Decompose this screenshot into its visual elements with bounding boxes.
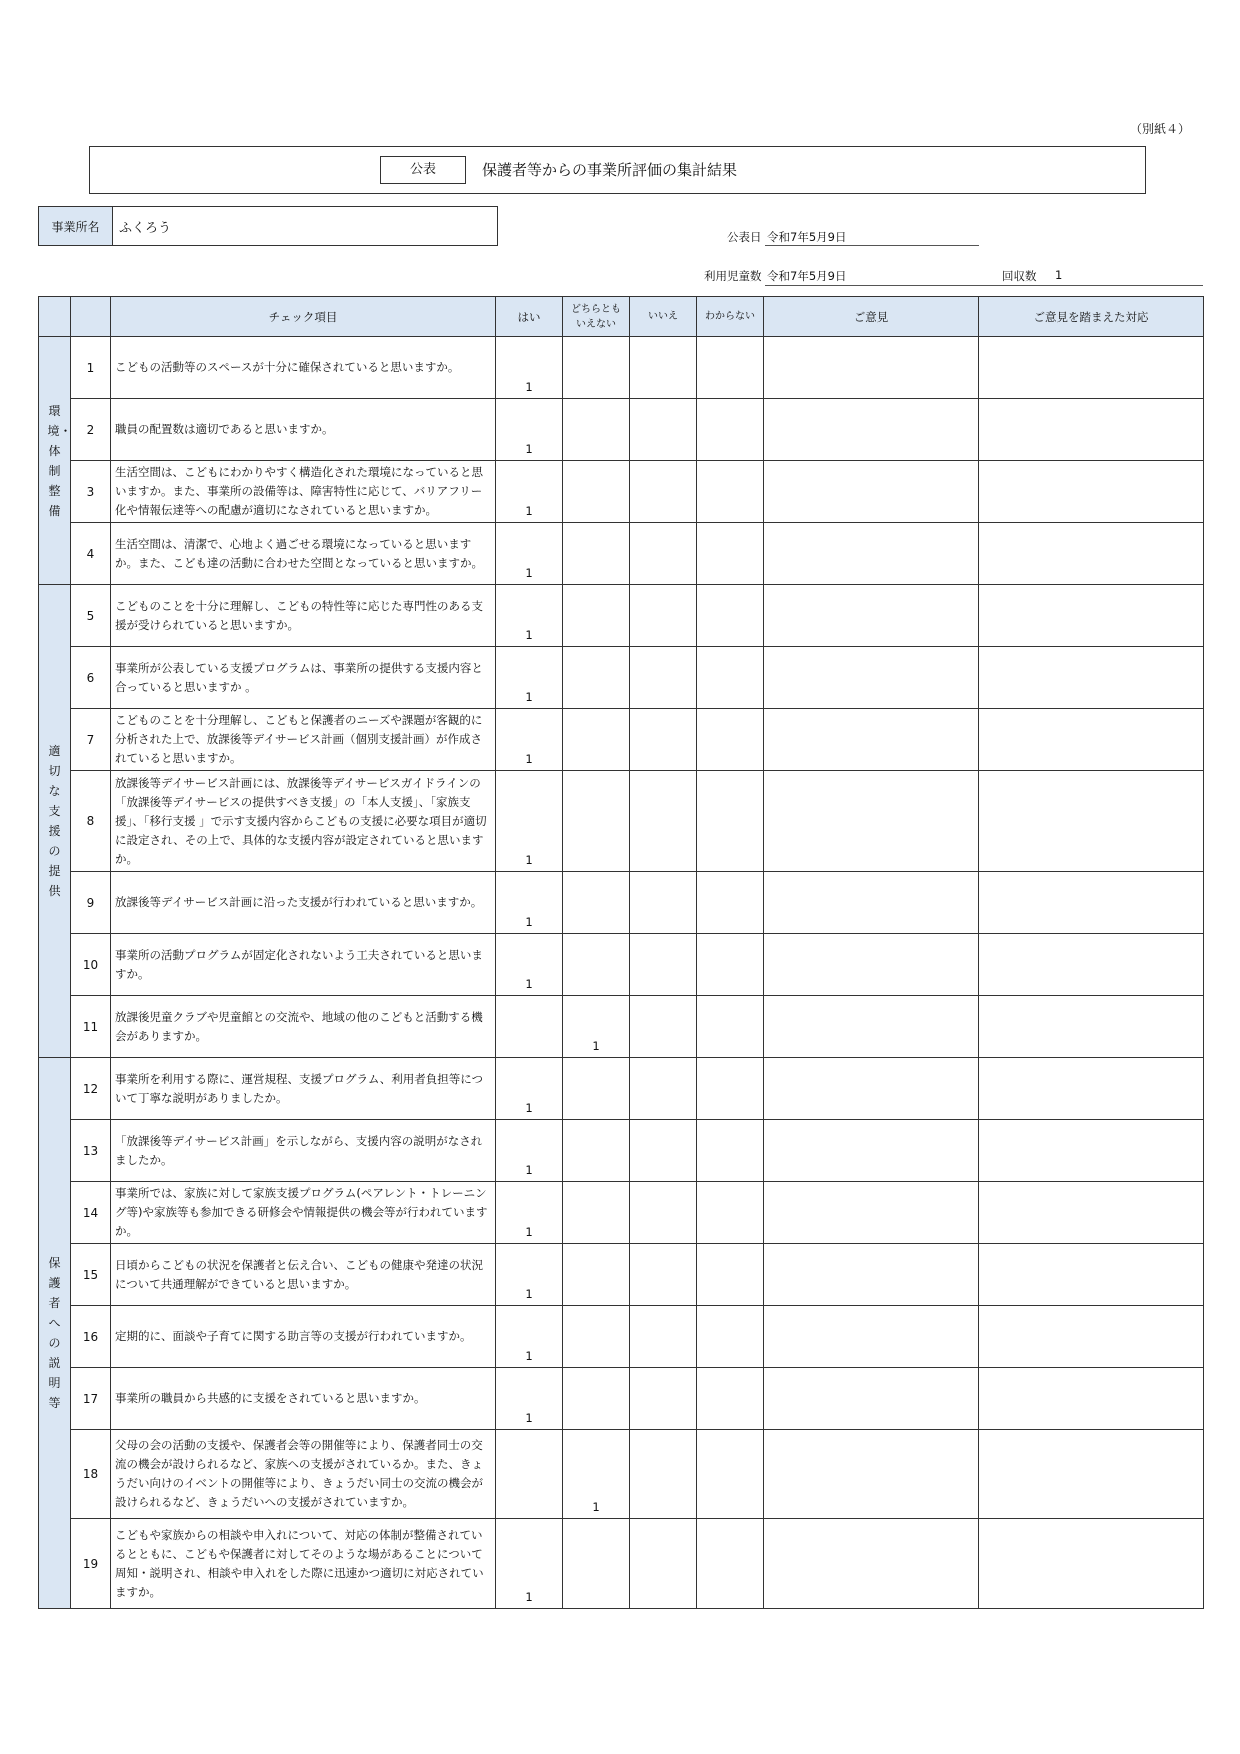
answer-neither — [563, 1519, 630, 1609]
item-number: 2 — [71, 399, 111, 461]
item-question: 放課後等デイサービス計画に沿った支援が行われていると思いますか。 — [111, 872, 496, 934]
answer-yes — [496, 996, 563, 1058]
item-question: 生活空間は、清潔で、心地よく過ごせる環境になっていると思いますか。また、こども達の活動に合わせた空間となっていると思いますか。 — [111, 523, 496, 585]
evaluation-table — [38, 296, 1204, 1609]
answer-unknown — [697, 709, 764, 771]
answer-neither — [563, 1120, 630, 1182]
category-cell — [39, 585, 71, 1058]
header-opinion: ご意見 — [764, 297, 979, 337]
answer-no — [630, 1244, 697, 1306]
answer-neither — [563, 1182, 630, 1244]
item-number: 18 — [71, 1430, 111, 1519]
answer-unknown — [697, 1519, 764, 1609]
answer-no — [630, 872, 697, 934]
table-row — [39, 771, 1204, 872]
answer-unknown — [697, 771, 764, 872]
item-question: こどものことを十分理解し、こどもと保護者のニーズや課題が客観的に分析された上で、放課後等デイサービス計画（個別支援計画）が作成されていると思いますか。 — [111, 709, 496, 771]
answer-neither: 1 — [563, 1430, 630, 1519]
table-row — [39, 1058, 1204, 1120]
answer-unknown — [697, 1182, 764, 1244]
answer-yes: 1 — [496, 1519, 563, 1609]
table-row — [39, 647, 1204, 709]
answer-no — [630, 337, 697, 399]
answer-unknown — [697, 585, 764, 647]
table-row — [39, 523, 1204, 585]
answer-unknown — [697, 1430, 764, 1519]
answer-neither — [563, 647, 630, 709]
header-number — [71, 297, 111, 337]
response-cell — [979, 1058, 1204, 1120]
answer-yes: 1 — [496, 461, 563, 523]
item-question: こどものことを十分に理解し、こどもの特性等に応じた専門性のある支援が受けられていると思いますか。 — [111, 585, 496, 647]
item-question: 事業所を利用する際に、運営規程、支援プログラム、利用者負担等について丁寧な説明がありましたか。 — [111, 1058, 496, 1120]
item-number: 14 — [71, 1182, 111, 1244]
answer-no — [630, 1058, 697, 1120]
answer-yes: 1 — [496, 872, 563, 934]
answer-yes: 1 — [496, 647, 563, 709]
opinion-cell — [764, 461, 979, 523]
opinion-cell — [764, 647, 979, 709]
answer-no — [630, 1182, 697, 1244]
item-question: 放課後等デイサービス計画には、放課後等デイサービスガイドラインの「放課後等デイサービスの提供すべき支援」の「本人支援」、「家族支援」、「移行支援 」で示す支援内容からこどもの支援に必要な項目が適切に設定され、その上で、具体的な支援内容が設定されていると思いますか。 — [111, 771, 496, 872]
opinion-cell — [764, 1306, 979, 1368]
answer-no — [630, 399, 697, 461]
answer-yes: 1 — [496, 934, 563, 996]
answer-unknown — [697, 399, 764, 461]
header-neither-line1: どちらとも — [571, 303, 621, 315]
answer-yes: 1 — [496, 337, 563, 399]
header-unknown: わからない — [697, 297, 764, 337]
table-row — [39, 1519, 1204, 1609]
response-cell — [979, 647, 1204, 709]
table-row — [39, 1182, 1204, 1244]
header-neither — [563, 297, 630, 337]
item-number: 10 — [71, 934, 111, 996]
collected-count-value: 1 — [1055, 268, 1063, 282]
item-number: 15 — [71, 1244, 111, 1306]
answer-neither — [563, 771, 630, 872]
opinion-cell — [764, 523, 979, 585]
header-yes: はい — [496, 297, 563, 337]
response-cell — [979, 709, 1204, 771]
user-count-value: 令和7年5月9日 — [767, 269, 847, 283]
response-cell — [979, 1306, 1204, 1368]
opinion-cell — [764, 872, 979, 934]
response-cell — [979, 771, 1204, 872]
item-question: 事業所では、家族に対して家族支援プログラム(ペアレント・トレーニング等)や家族等も参加できる研修会や情報提供の機会等が行われていますか。 — [111, 1182, 496, 1244]
answer-neither — [563, 461, 630, 523]
opinion-cell — [764, 996, 979, 1058]
response-cell — [979, 461, 1204, 523]
item-number: 4 — [71, 523, 111, 585]
header-no: いいえ — [630, 297, 697, 337]
answer-unknown — [697, 996, 764, 1058]
table-row — [39, 1368, 1204, 1430]
answer-neither — [563, 523, 630, 585]
answer-neither — [563, 1058, 630, 1120]
item-number: 7 — [71, 709, 111, 771]
publication-badge: 公表 — [380, 156, 466, 184]
opinion-cell — [764, 934, 979, 996]
opinion-cell — [764, 1182, 979, 1244]
response-cell — [979, 934, 1204, 996]
answer-neither — [563, 585, 630, 647]
item-number: 3 — [71, 461, 111, 523]
annex-label: （別紙４） — [1130, 122, 1191, 136]
answer-yes: 1 — [496, 399, 563, 461]
title-box — [89, 146, 1146, 194]
table-row — [39, 1306, 1204, 1368]
opinion-cell — [764, 399, 979, 461]
category-label: 保護者への説明等 — [48, 1256, 61, 1410]
category-cell — [39, 337, 71, 585]
header-check-item: チェック項目 — [111, 297, 496, 337]
table-row — [39, 337, 1204, 399]
item-question: 父母の会の活動の支援や、保護者会等の開催等により、保護者同士の交流の機会が設けられるなど、家族への支援がされているか。また、きょうだい向けのイベントの開催等により、きょうだい同士の交流の機会が設けられるなど、きょうだいへの支援がされていますか。 — [111, 1430, 496, 1519]
item-question: 定期的に、面談や子育てに関する助言等の支援が行われていますか。 — [111, 1306, 496, 1368]
category-label: 適切な支援の提供 — [48, 744, 61, 898]
office-name-box — [38, 206, 498, 246]
response-cell — [979, 1182, 1204, 1244]
item-number: 19 — [71, 1519, 111, 1609]
opinion-cell — [764, 1244, 979, 1306]
item-number: 1 — [71, 337, 111, 399]
answer-neither — [563, 934, 630, 996]
answer-neither — [563, 1368, 630, 1430]
answer-neither — [563, 709, 630, 771]
user-count-label: 利用児童数 — [704, 269, 762, 283]
opinion-cell — [764, 585, 979, 647]
response-cell — [979, 337, 1204, 399]
response-cell — [979, 1430, 1204, 1519]
item-number: 5 — [71, 585, 111, 647]
answer-yes: 1 — [496, 1306, 563, 1368]
answer-no — [630, 934, 697, 996]
answer-unknown — [697, 523, 764, 585]
opinion-cell — [764, 1430, 979, 1519]
answer-unknown — [697, 461, 764, 523]
office-name-value: ふくろう — [119, 220, 172, 236]
answer-neither — [563, 337, 630, 399]
item-number: 11 — [71, 996, 111, 1058]
publish-date-label: 公表日 — [727, 230, 762, 244]
response-cell — [979, 1244, 1204, 1306]
answer-yes — [496, 1430, 563, 1519]
opinion-cell — [764, 1058, 979, 1120]
answer-no — [630, 1519, 697, 1609]
response-cell — [979, 996, 1204, 1058]
answer-yes: 1 — [496, 1120, 563, 1182]
answer-neither — [563, 1244, 630, 1306]
response-cell — [979, 399, 1204, 461]
answer-no — [630, 771, 697, 872]
answer-yes: 1 — [496, 709, 563, 771]
answer-no — [630, 709, 697, 771]
answer-no — [630, 1368, 697, 1430]
answer-unknown — [697, 647, 764, 709]
table-row — [39, 1430, 1204, 1519]
response-cell — [979, 523, 1204, 585]
answer-unknown — [697, 1120, 764, 1182]
category-label: 環境・体制整備 — [47, 403, 72, 518]
response-cell — [979, 1120, 1204, 1182]
table-row — [39, 934, 1204, 996]
table-row — [39, 585, 1204, 647]
opinion-cell — [764, 709, 979, 771]
item-question: 日頃からこどもの状況を保護者と伝え合い、こどもの健康や発達の状況について共通理解ができていると思いますか。 — [111, 1244, 496, 1306]
answer-yes: 1 — [496, 771, 563, 872]
answer-yes: 1 — [496, 1244, 563, 1306]
table-row — [39, 461, 1204, 523]
opinion-cell — [764, 771, 979, 872]
answer-neither — [563, 872, 630, 934]
item-question: 職員の配置数は適切であると思いますか。 — [111, 399, 496, 461]
answer-yes: 1 — [496, 1182, 563, 1244]
answer-no — [630, 1430, 697, 1519]
answer-unknown — [697, 1368, 764, 1430]
answer-unknown — [697, 934, 764, 996]
answer-unknown — [697, 337, 764, 399]
opinion-cell — [764, 1368, 979, 1430]
table-row — [39, 709, 1204, 771]
item-question: 事業所の職員から共感的に支援をされていると思いますか。 — [111, 1368, 496, 1430]
item-question: 「放課後等デイサービス計画」を示しながら、支援内容の説明がなされましたか。 — [111, 1120, 496, 1182]
table-header-row — [39, 297, 1204, 337]
header-response: ご意見を踏まえた対応 — [979, 297, 1204, 337]
table-row — [39, 996, 1204, 1058]
collected-count-label: 回収数 — [1002, 269, 1037, 283]
item-number: 16 — [71, 1306, 111, 1368]
answer-yes: 1 — [496, 523, 563, 585]
answer-yes: 1 — [496, 585, 563, 647]
answer-yes: 1 — [496, 1058, 563, 1120]
answer-unknown — [697, 1244, 764, 1306]
answer-no — [630, 647, 697, 709]
table-row — [39, 399, 1204, 461]
response-cell — [979, 1519, 1204, 1609]
table-row — [39, 1120, 1204, 1182]
office-name-label: 事業所名 — [39, 207, 113, 245]
answer-no — [630, 585, 697, 647]
item-number: 8 — [71, 771, 111, 872]
item-question: こどもや家族からの相談や申入れについて、対応の体制が整備されているとともに、こどもや保護者に対してそのような場があることについて周知・説明され、相談や申入れをした際に迅速かつ適切に対応されていますか。 — [111, 1519, 496, 1609]
item-question: 事業所が公表している支援プログラムは、事業所の提供する支援内容と合っていると思いますか 。 — [111, 647, 496, 709]
item-number: 13 — [71, 1120, 111, 1182]
answer-no — [630, 461, 697, 523]
item-question: こどもの活動等のスペースが十分に確保されていると思いますか。 — [111, 337, 496, 399]
counts-underline — [765, 285, 1203, 286]
table-row — [39, 1244, 1204, 1306]
header-category — [39, 297, 71, 337]
item-number: 17 — [71, 1368, 111, 1430]
publish-date-value: 令和7年5月9日 — [767, 230, 847, 244]
response-cell — [979, 872, 1204, 934]
item-question: 事業所の活動プログラムが固定化されないよう工夫されていると思いますか。 — [111, 934, 496, 996]
opinion-cell — [764, 1120, 979, 1182]
opinion-cell — [764, 337, 979, 399]
answer-no — [630, 523, 697, 585]
publish-date-underline — [765, 245, 979, 246]
response-cell — [979, 1368, 1204, 1430]
header-neither-line2: いえない — [576, 318, 616, 330]
answer-no — [630, 1120, 697, 1182]
answer-yes: 1 — [496, 1368, 563, 1430]
answer-neither — [563, 399, 630, 461]
answer-no — [630, 1306, 697, 1368]
item-question: 放課後児童クラブや児童館との交流や、地域の他のこどもと活動する機会がありますか。 — [111, 996, 496, 1058]
answer-unknown — [697, 1306, 764, 1368]
page-title: 保護者等からの事業所評価の集計結果 — [482, 161, 738, 179]
answer-neither — [563, 1306, 630, 1368]
answer-unknown — [697, 1058, 764, 1120]
response-cell — [979, 585, 1204, 647]
answer-unknown — [697, 872, 764, 934]
item-number: 12 — [71, 1058, 111, 1120]
item-number: 9 — [71, 872, 111, 934]
item-number: 6 — [71, 647, 111, 709]
answer-neither: 1 — [563, 996, 630, 1058]
answer-no — [630, 996, 697, 1058]
table-row — [39, 872, 1204, 934]
item-question: 生活空間は、こどもにわかりやすく構造化された環境になっていると思いますか。また、事業所の設備等は、障害特性に応じて、バリアフリー化や情報伝達等への配慮が適切になされていると思いますか。 — [111, 461, 496, 523]
opinion-cell — [764, 1519, 979, 1609]
category-cell — [39, 1058, 71, 1609]
